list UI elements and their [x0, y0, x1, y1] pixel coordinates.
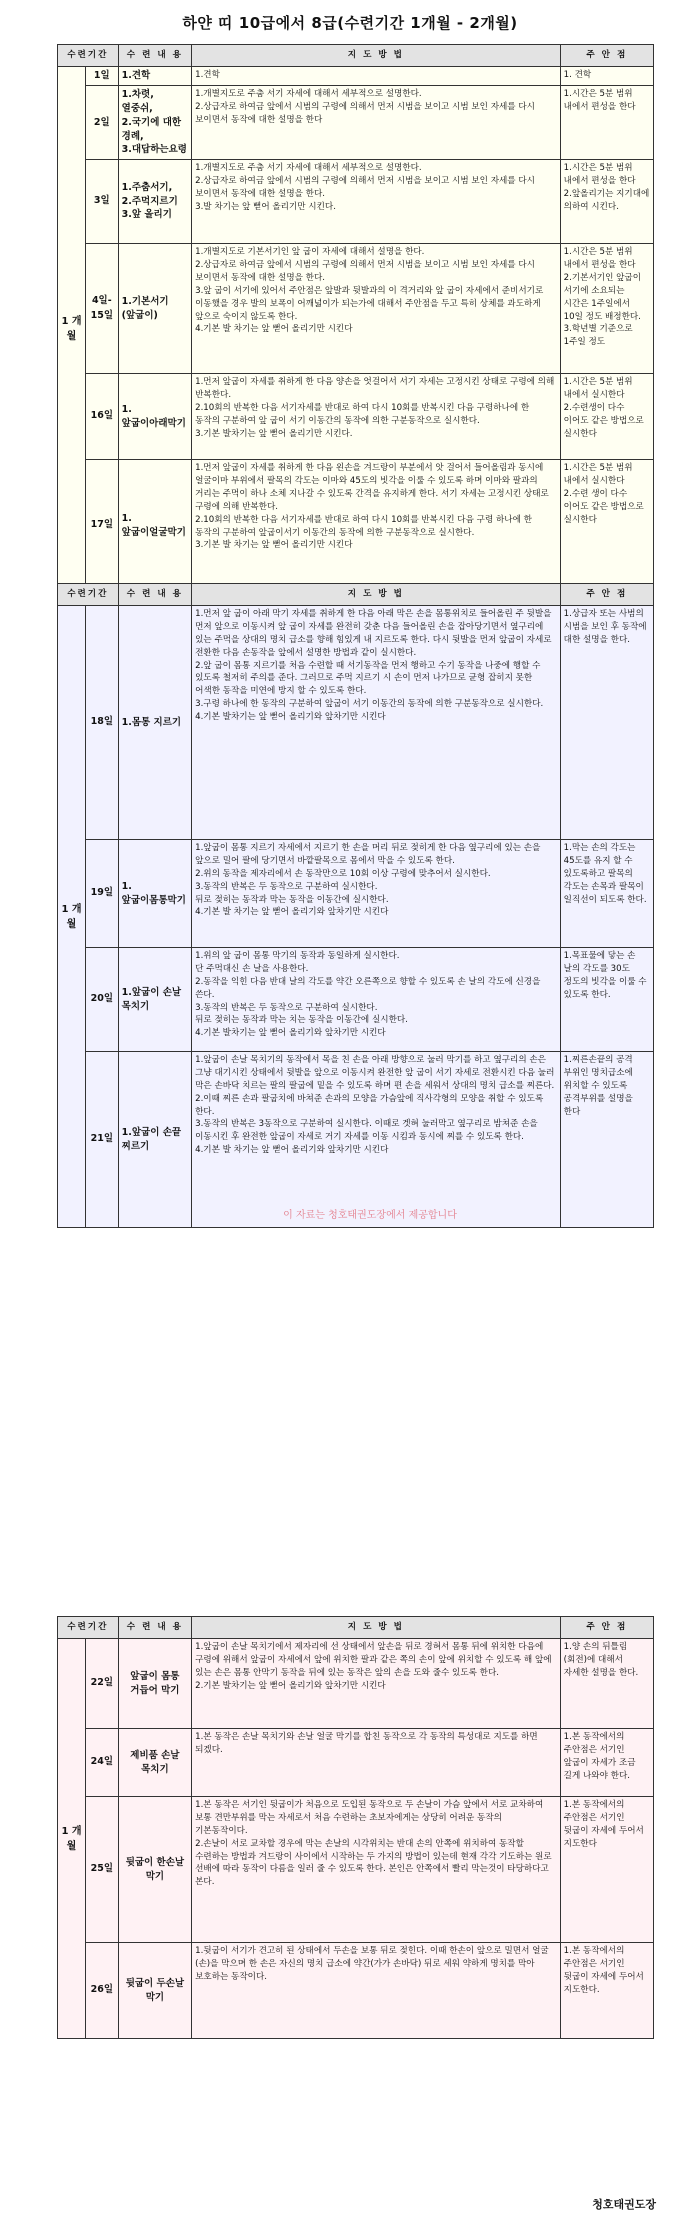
notes-line: 1.목표물에 닿는 손 날의 각도를 30도 정도의 빗각을 이룰 수 있도록 한다.: [563, 951, 647, 1000]
watermark-text: 이 자료는 청호태권도장에서 제공합니다: [283, 1210, 457, 1221]
method-line: 3.앞 굽이 서기에 있어서 주안점은 앞발과 뒷발과의 이 격거리와 앞 굽이 자세에서 준비서기로 이동했을 경우 발의 보폭이 어깨넓이가 되는가에 대해서 주안점을 두고 특히 상체를 과도하게 앞으로 숙이지 않도록 한다.: [195, 285, 544, 322]
notes-cell: [560, 1639, 653, 1729]
method-line: 1.본 동작은 손날 목치기와 손날 얼굴 막기를 합친 동작으로 각 동작의 특성대로 지도를 하면 되겠다.: [195, 1732, 538, 1755]
notes-line: 1.양 손의 뒤틀림(회전)에 대해서 자세한 설명을 한다.: [563, 1642, 639, 1678]
day-cell: 18일: [85, 606, 118, 840]
table-row: [58, 460, 654, 592]
method-line: 3.기본 발차기는 앞 뻗어 올리기만 시킨다.: [195, 428, 353, 439]
content-cell: [118, 840, 191, 948]
method-line: 2.10회의 반복한 다음 서기자세를 반대로 하여 다시 10회를 반복시킨 다음 구령 하나에 한 동작의 구분하여 앞굽이서기 이동간의 동작에 의한 구분동작으로 실시한다.: [195, 514, 532, 538]
day-cell: 26일: [85, 1943, 118, 2039]
notes-line: 2.수련 생이 다수 이어도 같은 방법으로 실시한다: [563, 488, 644, 525]
method-cell: [192, 1052, 561, 1228]
day-cell: 20일: [85, 948, 118, 1052]
notes-line: 1.시간은 5분 범위 내에서 실시한다: [563, 377, 633, 400]
content-line: 1.앞굽이몸통막기: [121, 880, 186, 906]
header-content: 수 련 내 용: [118, 584, 191, 606]
header-content: 수 련 내 용: [118, 45, 191, 67]
content-line: (앞굽이): [121, 309, 158, 321]
method-cell: [192, 606, 561, 840]
table-row: [58, 1943, 654, 2039]
content-line: 2.국기에 대한 경례,: [121, 116, 182, 142]
day-cell: 2일: [85, 86, 118, 160]
method-line: 1.본 동작은 서기인 뒷굽이가 처음으로 도입된 동작으로 두 손날이 가슴 앞에서 서로 교차하여 보통 견만부위를 막는 자세로서 처음 수련하는 초보자에게는 상당히 어려운 동작의 기본동작이다.: [195, 1800, 544, 1836]
notes-line: 1.시간은 5분 범위 내에서 편성을 한다: [563, 89, 636, 113]
notes-line: 1.시간은 5분 범위 내에서 실시한다: [563, 463, 633, 486]
content-line: 제비품 손날: [130, 1749, 180, 1761]
header-period: 수련기간: [58, 584, 119, 606]
method-line: 1.먼저 앞굽이 자세를 취하게 한 다음 왼손을 겨드랑이 부분에서 앗 걸어서 들어올림과 동시에 얼굴이마 부위에서 팔목의 각도는 이마와 45도의 빗각을 이룰 수 있도록 하며 이마와 팔과의 거리는 주먹이 하나 소체 지나갈 수 있도록 간격을 유지하게 한다. 서기 자세는 고정시킨 상태로 구령에 의해 반복한다.: [195, 463, 549, 512]
content-line: 1.차렷, 열중쉬,: [121, 89, 154, 115]
notes-cell: [560, 244, 653, 374]
day-cell: 24일: [85, 1729, 118, 1797]
notes-line: 2.기본서기인 앞굽이 서기에 소요되는 시간은 1주일에서 10일 정도 배정한다.: [563, 272, 642, 322]
method-line: 1.앞굽이 몸통 지르기 자세에서 지르기 한 손을 머리 뒤로 젖히게 한 다음 옆구리에 있는 손을 앞으로 밀어 팔에 당기면서 바깥팔목으로 몸에서 막을 수 있도록 한다.: [195, 843, 541, 866]
table-header-row: [58, 584, 654, 606]
notes-cell: [560, 1943, 653, 2039]
table-row: [58, 840, 654, 948]
method-line: 1.앞굽이 손날 목치기의 동작에서 목을 친 손을 아래 방향으로 눌러 막기를 하고 옆구리의 손은 그냥 대기시킨 상태에서 뒷발을 앞으로 이동시켜 완전한 앞 굽이 서기 자세로 전환시킨 다음 눌러 막은 손바닥 치르는 팔의 팔굽에 밑을 수 있도록 하며 편 손을 세워서 상대의 명치 급소를 찌른다.: [195, 1055, 555, 1091]
method-line: 2.위의 동작을 제자리에서 손 동작만으로 10회 이상 구령에 맞추어서 실시한다.: [195, 868, 491, 879]
notes-cell: [560, 948, 653, 1052]
method-line: 1.뒷굽이 서기가 견고히 된 상태에서 두손을 보통 뒤로 젖힌다. 이때 한손이 앞으로 밀면서 얼굴(손)을 막으며 한 손은 자신의 명치 급소에 약간(가가 손바닥) 뒤로 세워 약하게 명치를 막아 보호하는 동작이다.: [195, 1946, 549, 1982]
notes-cell: [560, 606, 653, 840]
header-period: 수련기간: [58, 45, 119, 67]
table-row: [58, 1052, 654, 1228]
method-line: 2.동작을 익힌 다음 반대 날의 각도를 약간 오른쪽으로 향할 수 있도록 손 날의 각도에 신경을 쓴다.: [195, 976, 541, 1000]
method-line: 2.손날이 서로 교차할 경우에 막는 손날의 시각위치는 반대 손의 안쪽에 위치하여 동작할 수련하는 방법과 겨드랑이 사이에서 시작하는 두 가지의 방법이 있는데 현재 각각 기도하는 원로 선배에 따라 동작이 다름을 일러 줄 수 있도록 한다. 본인은 안쪽에서 빨리 막는것이 타당하다고 본다.: [195, 1838, 552, 1888]
table-row: [58, 67, 654, 86]
method-line: 2.앞 굽이 몸통 지르기를 처음 수련할 때 서기동작을 먼저 행하고 수기 동작을 나중에 행할 수 있도록 철저히 주의를 준다. 그러므로 주먹 지르기 시 손이 먼저 나가므로 균형 잡히지 못한 어색한 동작을 미연에 방지 할 수 있도록 한다.: [195, 660, 541, 697]
notes-cell: [560, 160, 653, 244]
content-cell: [118, 1639, 191, 1729]
method-cell: [192, 374, 561, 460]
notes-line: 3.학년별 기준으로 1주일 정도: [563, 324, 633, 348]
header-notes: 주 안 점: [560, 584, 653, 606]
content-cell: [118, 1729, 191, 1797]
notes-cell: [560, 460, 653, 592]
method-line: 1.먼저 앞 굽이 아래 막기 자세를 취하게 한 다음 아래 막은 손을 몸통위치로 들어올린 주 뒷발을 먼저 앞으로 이동시켜 앞 굽이 자세를 완전히 갖춘 다음 들어올린 손을 잡아당기면서 옆구리에 있는 주먹을 상대의 명치 급소를 향해 힘있게 내 지르도록 한다. 다시 뒷발을 먼저 앞굽이 자세로 전환한 다음 손동작을 앞에서 설명한 방법과 같이 실시한다.: [195, 609, 552, 658]
day-cell: 4일-15일: [85, 244, 118, 374]
method-line: 3.동작의 반복은 두 동작으로 구분하여 실시한다.: [195, 1002, 378, 1013]
method-cell: [192, 948, 561, 1052]
content-line: 1.앞굽이 손끝 찌르기: [121, 1126, 182, 1152]
day-cell: 16일: [85, 374, 118, 460]
notes-cell: [560, 840, 653, 948]
content-line: 1.앞굽이아래막기: [121, 403, 186, 429]
content-cell: [118, 1797, 191, 1943]
content-cell: [118, 1943, 191, 2039]
method-line: 1.위의 앞 굽이 몸통 막기의 동작과 동일하게 실시한다.: [195, 951, 400, 961]
period-cell: 1 개 월: [58, 67, 86, 592]
content-line: 3.앞 올리기: [121, 209, 172, 221]
table-row: [58, 1639, 654, 1729]
table-row: [58, 374, 654, 460]
table-row: [58, 948, 654, 1052]
method-line: 1.견학: [195, 70, 220, 80]
method-line: 1.개별지도로 주춤 서기 자세에 대해서 세부적으로 설명한다.: [195, 89, 422, 100]
day-cell: 3일: [85, 160, 118, 244]
notes-line: 1.상급자 또는 사범의 시범을 보인 후 동작에 대한 설명을 한다.: [563, 609, 647, 645]
table-header-row: [58, 1617, 654, 1639]
content-cell: [118, 160, 191, 244]
content-cell: [118, 606, 191, 840]
method-line: 1.앞굽이 손날 목치기에서 제자리에 선 상태에서 앞손을 뒤로 경혀서 몸통 뒤에 위치한 다음에 구령에 위해서 앞굽이 자세에서 앞에 위치한 팔과 같은 쪽의 손이 앞에 위치할 수 있도록 해 앞에 있는 손은 몸통 안막기 동작을 뒤에 있는 동작은 앞의 손을 도와 줄수 있도록 한다.: [195, 1642, 552, 1678]
notes-cell: [560, 86, 653, 160]
table-row: [58, 606, 654, 840]
day-cell: 22일: [85, 1639, 118, 1729]
content-line: 1.주춤서기,: [121, 181, 173, 193]
method-line: 1.개별지도로 주춤 서기 자세에 대해서 세부적으로 설명한다.: [195, 163, 422, 174]
method-cell: [192, 1729, 561, 1797]
day-cell: 17일: [85, 460, 118, 592]
table-row: [58, 1797, 654, 1943]
header-period: 수련기간: [58, 1617, 119, 1639]
content-cell: [118, 460, 191, 592]
method-cell: [192, 1943, 561, 2039]
content-line: 3.대답하는요령: [121, 144, 187, 156]
method-line: 단 주먹대신 손 날을 사용한다.: [195, 963, 309, 974]
method-cell: [192, 840, 561, 948]
content-line: 뒷굽이 한손날: [125, 1856, 185, 1868]
notes-line: 1.찌른손끝의 공격 부위인 명치급소에 위치할 수 있도록 공격부위를 설명을 한다: [563, 1055, 633, 1117]
table-row: [58, 86, 654, 160]
header-method: 지 도 방 법: [192, 584, 561, 606]
day-cell: 19일: [85, 840, 118, 948]
method-line: 2.이때 찌른 손과 팔굽치에 바쳐준 손과의 모양을 가슴앞에 직사각형의 모양을 취할 수 있도록 한다.: [195, 1093, 544, 1117]
content-cell: [118, 86, 191, 160]
period-cell: 1 개 월: [58, 1639, 86, 2039]
method-cell: [192, 1797, 561, 1943]
content-cell: [118, 948, 191, 1052]
header-notes: 주 안 점: [560, 1617, 653, 1639]
method-line: 4.기본 발 차기는 앞 뻗어 올리기와 앞차기만 시킨다: [195, 1145, 389, 1156]
content-cell: [118, 374, 191, 460]
notes-line: 1.시간은 5분 범위 내에서 편성을 한다: [563, 247, 636, 270]
method-line: 뒤로 젖히는 동작과 막는 치는 동작을 이동간에 실시한다.: [195, 1015, 408, 1026]
curriculum-table-1: [57, 44, 654, 592]
method-line: 3.기본 발 차기는 앞 뻗어 올리기만 시킨다: [195, 540, 353, 551]
method-line: 2.10회의 반복한 다음 서기자세를 반대로 하여 다시 10회를 반복시킨 다음 구령하나에 한 동작의 구분하여 앞 굽이 서기 이동간의 동작에 의한 구분동작으로 실시한다.: [195, 402, 530, 426]
page-title: 하얀 띠 10급에서 8급(수련기간 1개월 - 2개월): [182, 14, 518, 32]
content-line: 1.앞굽이얼굴막기: [121, 512, 186, 538]
method-line: 2.상급자로 하여금 앞에서 시범의 구령에 의해서 먼저 시범을 보이고 시범 보인 자세를 다시 보이면서 동작에 대한 설명을 한다: [195, 102, 535, 126]
notes-cell: [560, 1797, 653, 1943]
day-cell: 21일: [85, 1052, 118, 1228]
header-notes: 주 안 점: [560, 45, 653, 67]
footer-dojang-name: 청호태권도장: [592, 2198, 656, 2211]
content-cell: [118, 67, 191, 86]
notes-line: 1.막는 손의 각도는 45도를 유지 할 수 있도록하고 팔목의 각도는 손목과 팔목이 일직선이 되도록 한다.: [563, 843, 647, 905]
content-line: 1.몸통 지르기: [121, 716, 182, 728]
method-cell: [192, 67, 561, 86]
content-line: 앞굽이 몸통: [130, 1670, 180, 1682]
method-line: 3.발 차기는 앞 뻗어 올리기만 시킨다.: [195, 201, 336, 212]
method-cell: [192, 460, 561, 592]
method-line: 4.기본 발차기는 앞 뻗어 올리기와 앞차기만 시킨다: [195, 1028, 386, 1039]
period-cell: 1 개 월: [58, 606, 86, 1228]
notes-cell: [560, 67, 653, 86]
table-header-row: [58, 45, 654, 67]
day-cell: 1일: [85, 67, 118, 86]
method-line: 4.기본 발차기는 앞 뻗어 올리기와 앞차기만 시킨다: [195, 712, 386, 723]
content-line: 목치기: [141, 1763, 169, 1775]
content-line: 2.주먹지르기: [121, 195, 178, 207]
header-content: 수 련 내 용: [118, 1617, 191, 1639]
notes-line: 1.본 동작에서의 주안점은 서기인 뒷굽이 자세에 두어서 지도한다.: [563, 1946, 644, 1995]
content-line: 뒷굽이 두손날: [125, 1977, 185, 1989]
content-line: 1.앞굽이 손날 목치기: [121, 986, 182, 1012]
content-line: 1.기본서기: [121, 295, 169, 307]
method-line: 1.개별지도로 기본서기인 앞 굽이 자세에 대해서 설명을 한다.: [195, 247, 425, 258]
content-line: 막기: [145, 1870, 165, 1882]
method-line: 2.상급자로 하여금 앞에서 시범의 구령에 의해서 먼저 시범을 보이고 시범 보인 자세를 다시 보이면서 동작에 대한 설명을 한다.: [195, 175, 535, 199]
method-cell: [192, 244, 561, 374]
table-row: [58, 1729, 654, 1797]
content-line: 거듭어 막기: [130, 1684, 180, 1696]
notes-line: 1.본 동작에서의 주안점은 서기인 뒷굽이 자세에 두어서 지도한다: [563, 1800, 644, 1849]
method-line: 3.동작의 반복은 두 동작으로 구분하여 실시한다.: [195, 881, 378, 892]
content-line: 막기: [145, 1991, 165, 2003]
table-row: [58, 244, 654, 374]
method-cell: [192, 86, 561, 160]
notes-line: 1. 견학: [563, 70, 592, 80]
content-line: 1.견학: [121, 70, 151, 82]
notes-line: 2.수련생이 다수 이어도 같은 방법으로 실시한다: [563, 402, 644, 439]
method-line: 1.먼저 앞굽이 자세를 취하게 한 다음 양손을 엇걸어서 서기 자세는 고정시킨 상태로 구령에 의해 반복한다.: [195, 377, 555, 400]
day-cell: 25일: [85, 1797, 118, 1943]
table-row: [58, 160, 654, 244]
method-line: 3.구령 하나에 한 동작의 구분하여 앞굽이 서기 이동간의 동작에 의한 구분동작으로 실시한다.: [195, 699, 544, 710]
method-line: 2.기본 발차기는 앞 뻗어 올리기와 앞차기만 시킨다: [195, 1680, 386, 1691]
notes-cell: [560, 374, 653, 460]
content-cell: [118, 244, 191, 374]
method-line: 3.동작의 반복은 3동작으로 구분하여 실시한다. 이때로 겟혀 눌러막고 옆구리로 밤쳐준 손을 이동시킨 후 완전한 앞굽이 자세로 거기 자세를 이동 시킴과 동시에 찌를 수 있도록 한다.: [195, 1119, 538, 1143]
method-line: 4.기본 발 차기는 앞 뻗어 올리기와 앞차기만 시킨다: [195, 907, 389, 918]
header-method: 지 도 방 법: [192, 45, 561, 67]
notes-line: 1.본 동작에서의 주안점은 서기인 앞굽이 자세가 조금 길게 나와야 한다.: [563, 1732, 636, 1781]
method-line: 2.상급자로 하여금 앞에서 시범의 구령에 의해서 먼저 시범을 보이고 시범 보인 자세를 다시 보이면서 동작에 대한 설명을 한다.: [195, 259, 535, 283]
header-method: 지 도 방 법: [192, 1617, 561, 1639]
content-cell: [118, 1052, 191, 1228]
notes-line: 2.앞올리기는 지기대에 의하여 시킨다.: [563, 188, 650, 212]
method-line: 뒤로 젖히는 동작과 막는 동작을 이동간에 실시한다.: [195, 894, 389, 905]
method-cell: [192, 1639, 561, 1729]
method-cell: [192, 160, 561, 244]
method-line: 4.기본 발 차기는 앞 뻗어 올리기만 시킨다: [195, 324, 353, 335]
notes-cell: [560, 1052, 653, 1228]
curriculum-table-3: [57, 1616, 654, 2039]
notes-line: 1.시간은 5분 범위 내에서 편성을 한다: [563, 163, 636, 186]
notes-cell: [560, 1729, 653, 1797]
curriculum-table-2: [57, 583, 654, 1228]
